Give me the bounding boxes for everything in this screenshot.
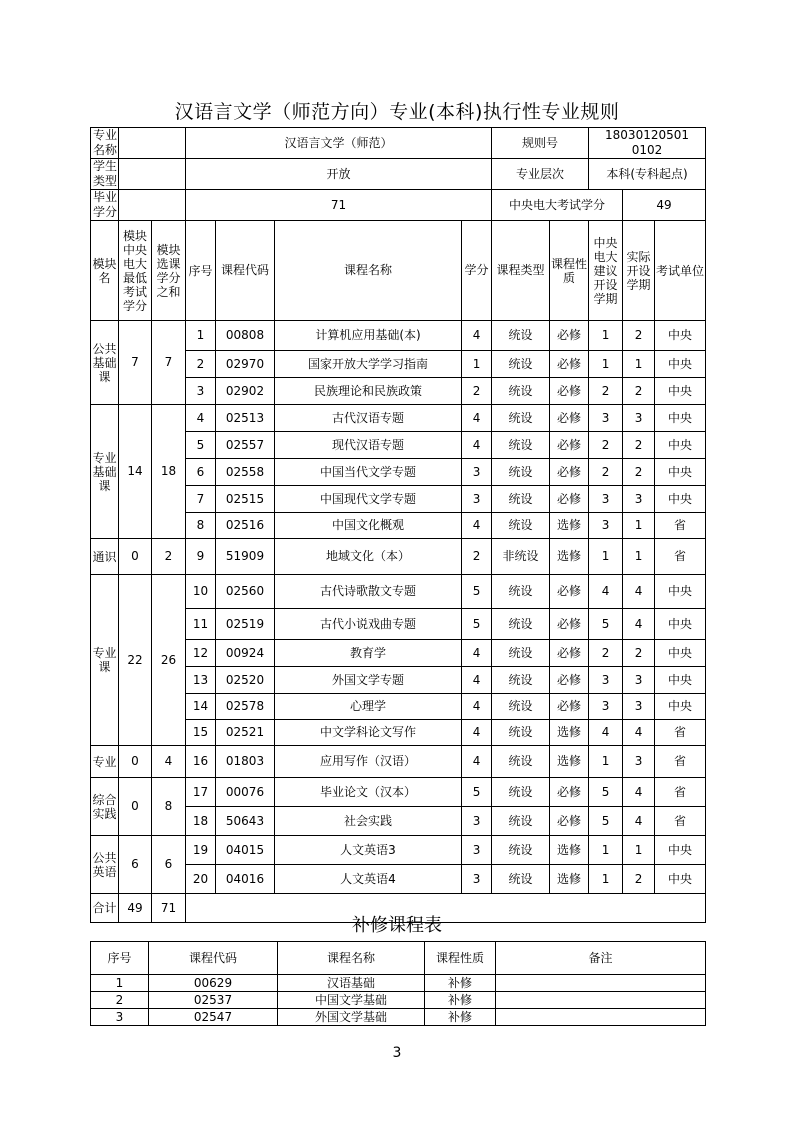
course-type: 统设	[492, 778, 550, 807]
course-seq: 16	[186, 746, 216, 778]
blank-cell	[119, 190, 186, 221]
module-sum-credit: 18	[152, 405, 186, 539]
module-min-credit: 0	[119, 778, 152, 836]
course-nature: 必修	[550, 778, 589, 807]
course-seq: 12	[186, 640, 216, 667]
course-code: 02513	[216, 405, 275, 432]
course-type: 统设	[492, 720, 550, 746]
course-code: 02558	[216, 459, 275, 486]
course-credit: 5	[462, 609, 492, 640]
course-code: 02578	[216, 694, 275, 720]
course-exam-unit: 中央	[655, 378, 706, 405]
total-label: 合计	[91, 894, 119, 923]
course-exam-unit: 省	[655, 513, 706, 539]
module-name: 专业	[91, 746, 119, 778]
course-actual-term: 2	[623, 378, 655, 405]
course-credit: 4	[462, 720, 492, 746]
course-type: 统设	[492, 865, 550, 894]
supp-name: 汉语基础	[278, 975, 425, 992]
level-value: 本科(专科起点)	[589, 159, 706, 190]
module-min-credit: 14	[119, 405, 152, 539]
exam-credit-label: 中央电大考试学分	[492, 190, 623, 221]
table-row	[91, 746, 706, 778]
course-type: 统设	[492, 640, 550, 667]
course-type: 统设	[492, 405, 550, 432]
course-seq: 20	[186, 865, 216, 894]
course-credit: 2	[462, 539, 492, 575]
module-min-credit: 7	[119, 321, 152, 405]
grad-credit-value: 71	[186, 190, 492, 221]
course-seq: 2	[186, 351, 216, 378]
course-type: 统设	[492, 836, 550, 865]
supp-code-header: 课程代码	[149, 942, 278, 975]
course-type: 统设	[492, 321, 550, 351]
module-sum-credit: 26	[152, 575, 186, 746]
table-row	[91, 992, 706, 1009]
course-code: 04015	[216, 836, 275, 865]
plan-table	[90, 127, 706, 923]
course-exam-unit: 中央	[655, 865, 706, 894]
course-suggest-term: 3	[589, 667, 623, 694]
table-row	[91, 778, 706, 807]
course-suggest-term: 4	[589, 720, 623, 746]
course-exam-unit: 省	[655, 746, 706, 778]
course-type: 统设	[492, 807, 550, 836]
course-credit: 2	[462, 378, 492, 405]
course-nature: 选修	[550, 746, 589, 778]
course-suggest-term: 1	[589, 321, 623, 351]
course-seq: 8	[186, 513, 216, 539]
supp-seq: 1	[91, 975, 149, 992]
nature-header: 课程性质	[550, 221, 589, 321]
course-actual-term: 1	[623, 351, 655, 378]
course-code: 50643	[216, 807, 275, 836]
supp-code: 02537	[149, 992, 278, 1009]
supp-seq: 2	[91, 992, 149, 1009]
course-suggest-term: 3	[589, 513, 623, 539]
course-code: 01803	[216, 746, 275, 778]
course-code: 51909	[216, 539, 275, 575]
student-type-label: 学生类型	[91, 159, 119, 190]
course-actual-term: 3	[623, 694, 655, 720]
course-suggest-term: 2	[589, 378, 623, 405]
course-seq: 14	[186, 694, 216, 720]
course-seq: 3	[186, 378, 216, 405]
course-suggest-term: 1	[589, 865, 623, 894]
supp-title: 补修课程表	[352, 915, 442, 936]
course-seq: 7	[186, 486, 216, 513]
supp-code: 02547	[149, 1009, 278, 1026]
course-name: 毕业论文（汉本）	[275, 778, 462, 807]
course-type: 统设	[492, 694, 550, 720]
course-exam-unit: 中央	[655, 694, 706, 720]
course-type: 统设	[492, 575, 550, 609]
course-actual-term: 4	[623, 575, 655, 609]
course-actual-term: 2	[623, 459, 655, 486]
course-nature: 必修	[550, 432, 589, 459]
course-exam-unit: 中央	[655, 486, 706, 513]
plan-no-value: 18030120501 0102	[589, 128, 706, 159]
course-name: 计算机应用基础(本)	[275, 321, 462, 351]
course-type: 统设	[492, 486, 550, 513]
course-suggest-term: 1	[589, 539, 623, 575]
supp-nature-header: 课程性质	[425, 942, 496, 975]
course-seq: 11	[186, 609, 216, 640]
suggest-term-header: 中央电大建议开设学期	[589, 221, 623, 321]
course-credit: 4	[462, 640, 492, 667]
course-exam-unit: 中央	[655, 640, 706, 667]
course-code: 00924	[216, 640, 275, 667]
course-exam-unit: 省	[655, 720, 706, 746]
course-credit: 4	[462, 321, 492, 351]
course-name: 人文英语4	[275, 865, 462, 894]
course-nature: 必修	[550, 351, 589, 378]
table-row	[91, 836, 706, 865]
course-code: 02557	[216, 432, 275, 459]
course-credit: 5	[462, 778, 492, 807]
table-row	[91, 321, 706, 351]
course-type: 统设	[492, 351, 550, 378]
module-sum-credit: 8	[152, 778, 186, 836]
course-name: 古代诗歌散文专题	[275, 575, 462, 609]
course-exam-unit: 省	[655, 539, 706, 575]
module-sum-credit: 2	[152, 539, 186, 575]
course-name: 外国文学专题	[275, 667, 462, 694]
course-type: 非统设	[492, 539, 550, 575]
course-code: 00076	[216, 778, 275, 807]
course-actual-term: 2	[623, 640, 655, 667]
course-actual-term: 4	[623, 609, 655, 640]
total-min-credit: 49	[119, 894, 152, 923]
course-nature: 选修	[550, 720, 589, 746]
course-nature: 必修	[550, 609, 589, 640]
plan-no-label: 规则号	[492, 128, 589, 159]
course-seq: 6	[186, 459, 216, 486]
course-actual-term: 4	[623, 778, 655, 807]
course-name: 心理学	[275, 694, 462, 720]
course-type: 统设	[492, 609, 550, 640]
course-seq: 10	[186, 575, 216, 609]
course-suggest-term: 1	[589, 836, 623, 865]
course-credit: 4	[462, 405, 492, 432]
course-code: 02516	[216, 513, 275, 539]
module-min-credit: 22	[119, 575, 152, 746]
course-name: 国家开放大学学习指南	[275, 351, 462, 378]
course-exam-unit: 中央	[655, 405, 706, 432]
table-row	[91, 539, 706, 575]
module-name: 公共基础课	[91, 321, 119, 405]
supp-note-header: 备注	[496, 942, 706, 975]
major-name-value: 汉语言文学（师范）	[186, 128, 492, 159]
course-credit: 3	[462, 486, 492, 513]
course-suggest-term: 3	[589, 486, 623, 513]
table-row	[91, 128, 706, 159]
course-code: 02902	[216, 378, 275, 405]
course-credit: 1	[462, 351, 492, 378]
course-nature: 必修	[550, 807, 589, 836]
course-name: 地域文化（本）	[275, 539, 462, 575]
module-min-credit: 0	[119, 539, 152, 575]
course-suggest-term: 5	[589, 609, 623, 640]
supp-name: 外国文学基础	[278, 1009, 425, 1026]
course-actual-term: 2	[623, 865, 655, 894]
course-credit: 3	[462, 836, 492, 865]
course-actual-term: 2	[623, 321, 655, 351]
course-suggest-term: 2	[589, 459, 623, 486]
supp-note	[496, 992, 706, 1009]
course-credit: 3	[462, 459, 492, 486]
module-name: 专业基础课	[91, 405, 119, 539]
table-row	[91, 405, 706, 432]
course-seq: 17	[186, 778, 216, 807]
course-name: 中国现代文学专题	[275, 486, 462, 513]
course-code: 02521	[216, 720, 275, 746]
course-credit: 4	[462, 746, 492, 778]
supp-nature: 补修	[425, 992, 496, 1009]
course-actual-term: 2	[623, 432, 655, 459]
course-code: 02519	[216, 609, 275, 640]
table-row	[91, 1009, 706, 1026]
course-exam-unit: 中央	[655, 351, 706, 378]
total-sum-credit: 71	[152, 894, 186, 923]
module-min-credit: 0	[119, 746, 152, 778]
exam-credit-value: 49	[623, 190, 706, 221]
course-type: 统设	[492, 432, 550, 459]
course-suggest-term: 3	[589, 694, 623, 720]
supp-name-header: 课程名称	[278, 942, 425, 975]
course-seq: 19	[186, 836, 216, 865]
course-nature: 必修	[550, 405, 589, 432]
course-name: 现代汉语专题	[275, 432, 462, 459]
sum-credit-header: 模块选课学分之和	[152, 221, 186, 321]
course-type: 统设	[492, 513, 550, 539]
course-actual-term: 4	[623, 720, 655, 746]
supp-seq-header: 序号	[91, 942, 149, 975]
blank-cell	[119, 128, 186, 159]
course-actual-term: 3	[623, 746, 655, 778]
course-code: 02515	[216, 486, 275, 513]
course-nature: 必修	[550, 640, 589, 667]
module-sum-credit: 7	[152, 321, 186, 405]
course-name: 应用写作（汉语）	[275, 746, 462, 778]
course-credit: 5	[462, 575, 492, 609]
course-name: 中国当代文学专题	[275, 459, 462, 486]
credit-header: 学分	[462, 221, 492, 321]
course-actual-term: 3	[623, 667, 655, 694]
course-seq: 15	[186, 720, 216, 746]
page-title: 汉语言文学（师范方向）专业(本科)执行性专业规则	[174, 101, 620, 123]
course-nature: 必修	[550, 459, 589, 486]
course-actual-term: 1	[623, 513, 655, 539]
course-suggest-term: 4	[589, 575, 623, 609]
course-type: 统设	[492, 746, 550, 778]
major-name-label: 专业名称	[91, 128, 119, 159]
course-credit: 4	[462, 513, 492, 539]
course-exam-unit: 省	[655, 807, 706, 836]
course-suggest-term: 5	[589, 778, 623, 807]
grad-credit-label: 毕业学分	[91, 190, 119, 221]
module-name: 专业课	[91, 575, 119, 746]
course-suggest-term: 1	[589, 746, 623, 778]
course-exam-unit: 中央	[655, 836, 706, 865]
course-exam-unit: 中央	[655, 575, 706, 609]
supp-code: 00629	[149, 975, 278, 992]
course-seq: 5	[186, 432, 216, 459]
course-seq: 1	[186, 321, 216, 351]
module-sum-credit: 4	[152, 746, 186, 778]
course-credit: 4	[462, 432, 492, 459]
course-credit: 3	[462, 865, 492, 894]
course-name: 中文学科论文写作	[275, 720, 462, 746]
course-actual-term: 3	[623, 405, 655, 432]
type-header: 课程类型	[492, 221, 550, 321]
course-code: 00808	[216, 321, 275, 351]
module-header: 模块名	[91, 221, 119, 321]
course-type: 统设	[492, 667, 550, 694]
course-nature: 必修	[550, 378, 589, 405]
course-seq: 4	[186, 405, 216, 432]
course-actual-term: 4	[623, 807, 655, 836]
course-actual-term: 3	[623, 486, 655, 513]
course-nature: 必修	[550, 321, 589, 351]
course-type: 统设	[492, 378, 550, 405]
table-row	[91, 975, 706, 992]
course-name: 人文英语3	[275, 836, 462, 865]
supp-note	[496, 1009, 706, 1026]
course-exam-unit: 中央	[655, 609, 706, 640]
course-nature: 必修	[550, 667, 589, 694]
module-name: 综合实践	[91, 778, 119, 836]
course-code: 02520	[216, 667, 275, 694]
level-label: 专业层次	[492, 159, 589, 190]
course-seq: 9	[186, 539, 216, 575]
course-actual-term: 1	[623, 836, 655, 865]
course-nature: 必修	[550, 486, 589, 513]
course-suggest-term: 5	[589, 807, 623, 836]
course-suggest-term: 3	[589, 405, 623, 432]
course-exam-unit: 中央	[655, 432, 706, 459]
actual-term-header: 实际开设学期	[623, 221, 655, 321]
course-exam-unit: 中央	[655, 321, 706, 351]
supp-nature: 补修	[425, 1009, 496, 1026]
page-number: 3	[392, 1045, 402, 1061]
course-name: 社会实践	[275, 807, 462, 836]
supp-nature: 补修	[425, 975, 496, 992]
table-row	[91, 159, 706, 190]
table-row	[91, 942, 706, 975]
code-header: 课程代码	[216, 221, 275, 321]
supp-name: 中国文学基础	[278, 992, 425, 1009]
supp-seq: 3	[91, 1009, 149, 1026]
course-nature: 选修	[550, 513, 589, 539]
course-name: 古代汉语专题	[275, 405, 462, 432]
min-credit-header: 模块中央电大最低考试学分	[119, 221, 152, 321]
course-seq: 18	[186, 807, 216, 836]
table-row	[91, 575, 706, 609]
course-exam-unit: 省	[655, 778, 706, 807]
course-actual-term: 1	[623, 539, 655, 575]
course-code: 04016	[216, 865, 275, 894]
course-name: 古代小说戏曲专题	[275, 609, 462, 640]
course-seq: 13	[186, 667, 216, 694]
course-nature: 选修	[550, 836, 589, 865]
module-name: 公共英语	[91, 836, 119, 894]
supp-note	[496, 975, 706, 992]
course-name: 民族理论和民族政策	[275, 378, 462, 405]
name-header: 课程名称	[275, 221, 462, 321]
module-sum-credit: 6	[152, 836, 186, 894]
student-type-value: 开放	[186, 159, 492, 190]
exam-unit-header: 考试单位	[655, 221, 706, 321]
course-nature: 选修	[550, 865, 589, 894]
course-suggest-term: 2	[589, 432, 623, 459]
table-row	[91, 190, 706, 221]
course-code: 02970	[216, 351, 275, 378]
module-name: 通识	[91, 539, 119, 575]
course-suggest-term: 2	[589, 640, 623, 667]
course-nature: 必修	[550, 694, 589, 720]
course-nature: 选修	[550, 539, 589, 575]
course-type: 统设	[492, 459, 550, 486]
table-row	[91, 221, 706, 321]
course-credit: 3	[462, 807, 492, 836]
module-min-credit: 6	[119, 836, 152, 894]
supplementary-table	[90, 941, 706, 1026]
course-name: 教育学	[275, 640, 462, 667]
course-exam-unit: 中央	[655, 667, 706, 694]
course-suggest-term: 1	[589, 351, 623, 378]
course-name: 中国文化概观	[275, 513, 462, 539]
seq-header: 序号	[186, 221, 216, 321]
course-code: 02560	[216, 575, 275, 609]
course-credit: 4	[462, 694, 492, 720]
blank-cell	[119, 159, 186, 190]
course-exam-unit: 中央	[655, 459, 706, 486]
course-nature: 必修	[550, 575, 589, 609]
course-credit: 4	[462, 667, 492, 694]
